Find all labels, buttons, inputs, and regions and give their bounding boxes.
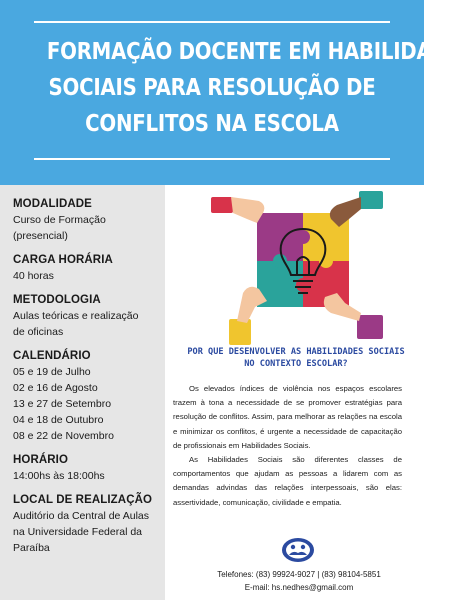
calendario-date: 13 e 27 de Setembro [13, 398, 112, 410]
metodologia-heading: METODOLOGIA [13, 294, 101, 306]
section-question-heading: POR QUE DESENVOLVER AS HABILIDADES SOCIAIS NO CONTEXTO ESCOLAR? [187, 347, 405, 369]
calendario-date: 04 e 18 de Outubro [13, 414, 104, 426]
horario-line: 14:00hs às 18:00hs [13, 470, 105, 482]
body-paragraph: As Habilidades Sociais são diferentes classes de comportamentos que ajudam as pessoas a lidarem com as demandas advindas das relações interpessoais, são elas: assertividade, comunicação, civilidade e empatia. [173, 455, 402, 507]
horario-section [13, 453, 165, 484]
info-sidebar [0, 185, 165, 600]
metodologia-line: de oficinas [13, 326, 64, 338]
contact-info [179, 568, 419, 594]
local-line: Auditório da Central de Aulas [13, 510, 150, 522]
carga-horaria-line: 40 horas [13, 270, 54, 282]
header-bottom-rule [34, 158, 390, 160]
body-text [173, 382, 402, 510]
modalidade-heading: MODALIDADE [13, 198, 92, 210]
calendario-section [13, 349, 165, 444]
calendario-heading: CALENDÁRIO [13, 350, 91, 362]
nedhes-logo [281, 537, 315, 563]
local-section [13, 493, 165, 556]
email-address: E-mail: hs.nedhes@gmail.com [244, 583, 354, 592]
calendario-date: 05 e 19 de Julho [13, 366, 91, 378]
modalidade-line: Curso de Formação [13, 214, 106, 226]
page-title [46, 34, 475, 142]
modalidade-line: (presencial) [13, 230, 68, 242]
main-content [165, 185, 424, 600]
metodologia-section [13, 293, 165, 340]
hand-top-right [330, 191, 383, 227]
header-banner [0, 0, 475, 185]
title-line-3: CONFLITOS NA ESCOLA [85, 111, 339, 137]
carga-horaria-heading: CARGA HORÁRIA [13, 254, 113, 266]
puzzle-hands-lightbulb-illustration [207, 189, 387, 347]
horario-heading: HORÁRIO [13, 454, 69, 466]
header-top-rule [34, 21, 390, 23]
calendario-date: 02 e 16 de Agosto [13, 382, 98, 394]
local-line: Paraíba [13, 542, 50, 554]
carga-horaria-section [13, 253, 165, 284]
hand-bottom-right [324, 293, 383, 339]
title-line-2: SOCIAIS PARA RESOLUÇÃO DE [48, 75, 376, 101]
local-line: na Universidade Federal da [13, 526, 142, 538]
modalidade-section [13, 197, 165, 244]
metodologia-line: Aulas teóricas e realização [13, 310, 139, 322]
calendario-date: 08 e 22 de Novembro [13, 430, 114, 442]
body-paragraph: Os elevados índices de violência nos espaços escolares trazem à tona a necessidade de se promover estratégias para resolução de conflitos. Assim, para melhorar as relações na escola e minimizar os conflitos, é urgente a necessidade de capacitação de profissionais em Habilidades Sociais. [173, 384, 402, 450]
hand-top-left [211, 197, 264, 223]
local-heading: LOCAL DE REALIZAÇÃO [13, 494, 153, 506]
title-line-1: FORMAÇÃO DOCENTE EM HABILIDADES [46, 39, 475, 65]
phone-numbers: Telefones: (83) 99924-9027 | (83) 98104-5851 [217, 570, 381, 579]
hand-bottom-left [229, 287, 267, 345]
